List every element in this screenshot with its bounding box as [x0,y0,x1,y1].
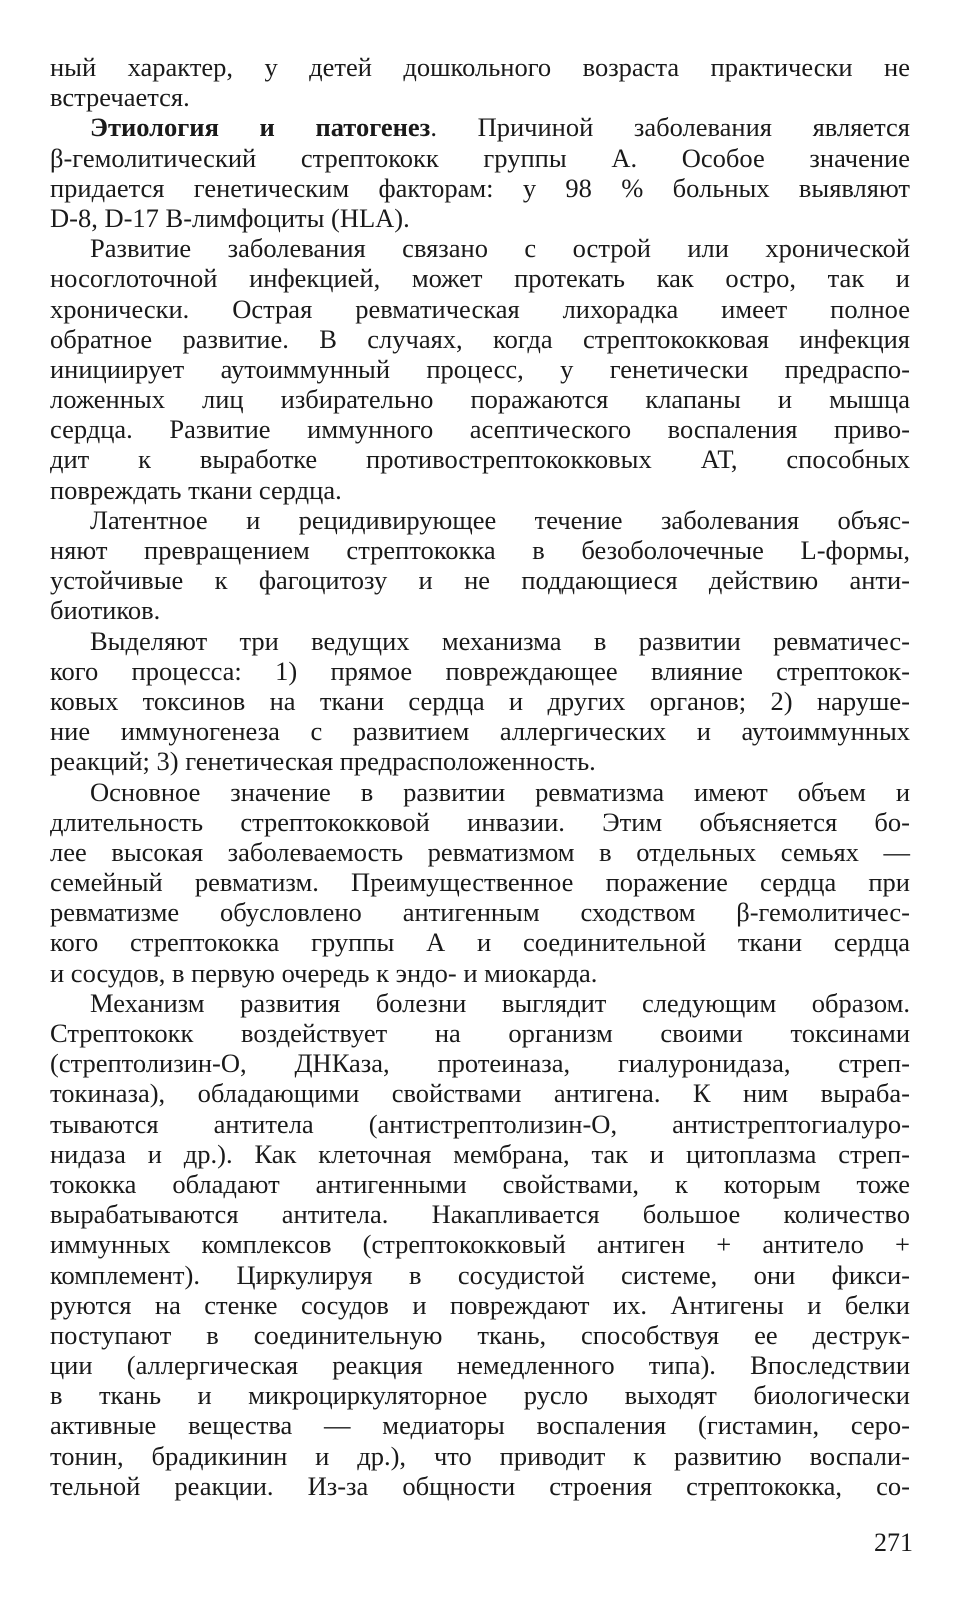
line-text: лее высокая заболеваемость ревматизмом в отдельных семьях — [50,836,910,867]
line-text: β-гемолитический стрептококк группы А. Особое значение [50,142,910,173]
line-text: биотиков. [50,595,161,626]
text-line [50,746,910,776]
text-line [50,565,910,595]
text-line [50,656,910,686]
text-line [50,1441,910,1471]
text-line [50,1380,910,1410]
text-line [50,505,910,535]
line-text: сердца. Развитие иммунного асептического воспаления приво- [50,414,910,445]
text-line [50,1139,910,1169]
line-text: устойчивые к фагоцитозу и не поддающиеся действию анти- [50,565,910,596]
text-line [50,444,910,474]
text-line [50,807,910,837]
text-line [50,1018,910,1048]
line-text: нидаза и др.). Как клеточная мембрана, так и цитоплазма стреп- [50,1138,910,1169]
text-line [50,143,910,173]
section-heading: Этиология и патогенез [90,112,431,143]
text-line [50,112,910,142]
text-line [50,203,910,233]
text-line [50,1290,910,1320]
line-text: обратное развитие. В случаях, когда стрептококковая инфекция [50,323,910,354]
line-text: токиназа), обладающими свойствами антигена. К ним выраба- [50,1078,910,1109]
text-line [50,988,910,1018]
line-text: ревматизме обусловлено антигенным сходством β-гемолитичес- [50,897,910,928]
text-line [50,777,910,807]
line-text: длительность стрептококковой инвазии. Этим объясняется бо- [50,806,910,837]
text-line [50,1078,910,1108]
line-text: Развитие заболевания связано с острой или хронической [90,233,910,264]
text-line [50,686,910,716]
line-text: D-8, D-17 В-лимфоциты (HLA). [50,202,410,233]
text-line [50,595,910,625]
text-line [50,867,910,897]
text-line [50,837,910,867]
line-text: тонин, брадикинин и др.), что приводит к развитию воспали- [50,1440,910,1471]
line-text: поступают в соединительную ткань, способствуя ее деструк- [50,1319,910,1350]
text-line [50,535,910,565]
text-line [50,1471,910,1501]
line-text: ковых токсинов на ткани сердца и других органов; 2) наруше- [50,685,910,716]
text-line [50,1260,910,1290]
text-line [50,324,910,354]
line-text: . Причиной заболевания является [430,112,910,143]
text-line [50,1320,910,1350]
body-text [50,52,910,1501]
line-text: ложенных лиц избирательно поражаются клапаны и мышца [50,384,910,415]
line-text: повреждать ткани сердца. [50,474,342,505]
text-line [50,233,910,263]
line-text: встречается. [50,82,190,113]
line-text: Латентное и рецидивирующее течение заболевания объяс- [90,504,910,535]
line-text: семейный ревматизм. Преимущественное поражение сердца при [50,867,910,898]
text-line [50,1169,910,1199]
line-text: кого стрептококка группы А и соединительной ткани сердца [50,927,910,958]
line-text: дит к выработке противострептококковых АТ, способных [50,444,910,475]
text-line [50,1350,910,1380]
page-number: 271 [874,1528,913,1557]
text-line [50,263,910,293]
line-text: тываются антитела (антистрептолизин-О, антистрептогиалуро- [50,1108,910,1139]
text-line [50,52,910,82]
text-line [50,82,910,112]
line-text: комплемент). Циркулируя в сосудистой системе, они фикси- [50,1259,910,1290]
text-line [50,958,910,988]
text-line [50,354,910,384]
text-line [50,927,910,957]
text-line [50,716,910,746]
text-line [50,1229,910,1259]
line-text: придается генетическим факторам: у 98 % больных выявляют [50,172,910,203]
line-text: инициирует аутоиммунный процесс, у генетически предраспо- [50,353,910,384]
line-text: Механизм развития болезни выглядит следующим образом. [90,987,910,1018]
line-text: ции (аллергическая реакция немедленного типа). Впоследствии [50,1350,910,1381]
line-text: вырабатываются антитела. Накапливается большое количество [50,1199,910,1230]
line-text: тельной реакции. Из-за общности строения стрептококка, со- [50,1470,910,1501]
text-line [50,1410,910,1440]
line-text: и сосудов, в первую очередь к эндо- и миокарда. [50,957,598,988]
text-line [50,1199,910,1229]
line-text: ный характер, у детей дошкольного возраста практически не [50,52,910,82]
line-text: тококка обладают антигенными свойствами, к которым тоже [50,1168,910,1199]
text-line [50,414,910,444]
line-text: няют превращением стрептококка в безоболочечные L-формы, [50,535,910,565]
text-line [50,173,910,203]
text-line [50,475,910,505]
line-text: хронически. Острая ревматическая лихорадка имеет полное [50,293,910,324]
line-text: активные вещества — медиаторы воспаления (гистамин, серо- [50,1410,910,1441]
line-text: Основное значение в развитии ревматизма имеют объем и [90,776,910,807]
line-text: кого процесса: 1) прямое повреждающее влияние стрептокок- [50,655,910,686]
line-text: иммунных комплексов (стрептококковый антиген + антитело + [50,1229,910,1260]
line-text: Стрептококк воздействует на организм своими токсинами [50,1018,910,1048]
text-line [50,294,910,324]
line-text: носоглоточной инфекцией, может протекать как остро, так и [50,263,910,294]
text-line [50,1109,910,1139]
line-text: реакций; 3) генетическая предрасположенность. [50,746,596,777]
line-text: ние иммуногенеза с развитием аллергических и аутоиммунных [50,716,910,747]
line-text: Выделяют три ведущих механизма в развитии ревматичес- [90,625,910,656]
line-text: руются на стенке сосудов и повреждают их. Антигены и белки [50,1289,910,1320]
text-line [50,897,910,927]
line-text: (стрептолизин-О, ДНКаза, протеиназа, гиалуронидаза, стреп- [50,1048,910,1079]
text-line [50,626,910,656]
text-line [50,1048,910,1078]
line-text: в ткань и микроциркуляторное русло выходят биологически [50,1380,910,1411]
text-line [50,384,910,414]
